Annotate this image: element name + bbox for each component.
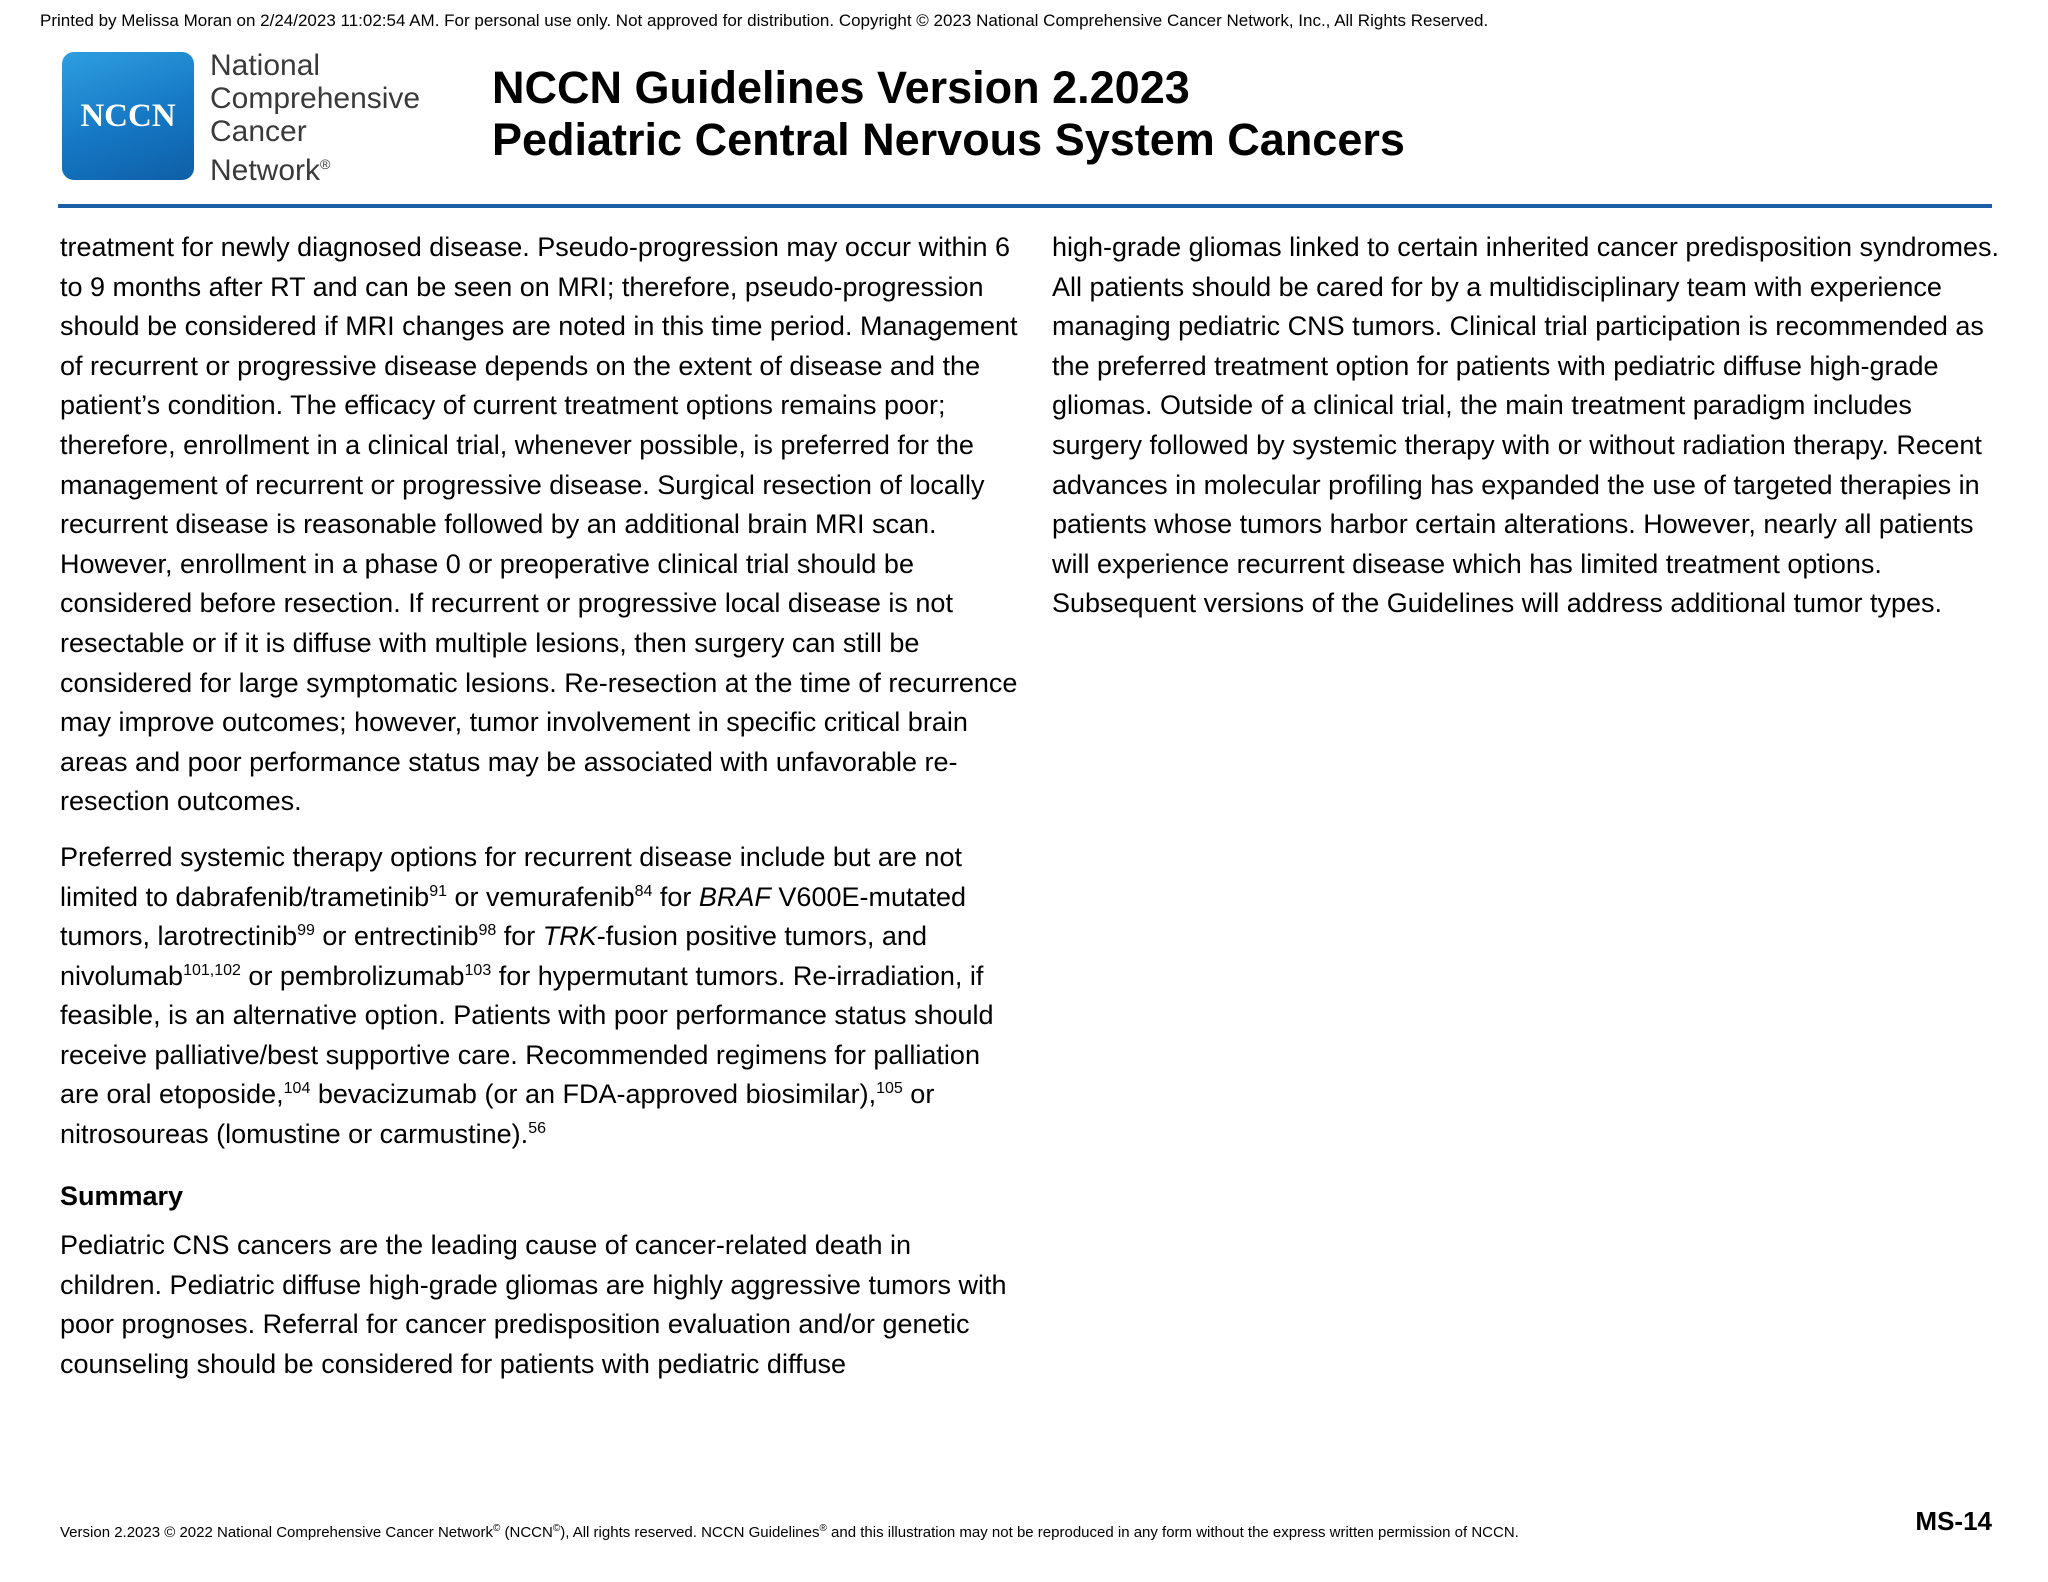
right-column [1052, 228, 2000, 624]
reference: 91 [429, 882, 447, 900]
paragraph-systemic-therapy: Preferred systemic therapy options for recurrent disease include but are not limited to dabrafenib/trametinib$^{91}$ or vemurafenib$^{84}$ for BRAF V600E-mutated tumors, larotrectinib$^{99}$ or entrectinib$^{98}$ for TRK-fusion positive tumors, and nivolumab$^{101,102}$ or pembrolizumab$^{103}$ for hypermutant tumors. Re-irradiation, if feasible, is an alternative option. Patients with poor performance status should receive palliative/best supportive care. Recommended regimens for palliation are oral etoposide,$^{104}$ bevacizumab (or an FDA-approved biosimilar),$^{105}$ or nitrosoureas (lomustine or carmustine).$^{56}$ [60, 841, 994, 1150]
org-name-line-last [210, 148, 420, 187]
reference: 84 [634, 882, 653, 900]
gene-name: TRK [542, 921, 597, 952]
registered-mark: ® [320, 156, 331, 172]
org-name-line: Comprehensive [210, 82, 421, 115]
print-notice: Printed by Melissa Moran on 2/24/2023 11:02:54 AM. For personal use only. Not approved for distribution. Copyright © 2023 National Comprehensive Cancer Network, Inc., All Rights Reserved. [40, 11, 1489, 30]
org-name-line: National [210, 49, 321, 82]
reference: 99 [297, 922, 315, 940]
header-divider [58, 204, 1992, 208]
title-line-1: NCCN Guidelines Version 2.2023 [492, 62, 1190, 113]
reference: 103 [464, 961, 492, 979]
paragraph-summary-continued: high-grade gliomas linked to certain inherited cancer predisposition syndromes. All patients should be cared for by a multidisciplinary team with experience managing pediatric CNS tumors. Clinical trial participation is recommended as the preferred treatment option for patients with pediatric diffuse high-grade gliomas. Outside of a clinical trial, the main treatment paradigm includes surgery followed by systemic therapy with or without radiation therapy. Recent advances in molecular profiling has expanded the use of targeted therapies in patients whose tumors harbor certain alterations. However, nearly all patients will experience recurrent disease which has limited treatment options. Subsequent versions of the Guidelines will address additional tumor types. [1052, 232, 2000, 619]
logo-mark: NCCN [80, 97, 176, 134]
reference: 56 [528, 1120, 546, 1138]
paragraph-recurrence-management: treatment for newly diagnosed disease. Pseudo-progression may occur within 6 to 9 months after RT and can be seen on MRI; therefore, pseudo-progression should be considered if MRI changes are noted in this time period. Management of recurrent or progressive disease depends on the extent of disease and the patient’s condition. The efficacy of current treatment options remains poor; therefore, enrollment in a clinical trial, whenever possible, is preferred for the management of recurrent or progressive disease. Surgical resection of locally recurrent disease is reasonable followed by an additional brain MRI scan. However, enrollment in a phase 0 or preoperative clinical trial should be considered before resection. If recurrent or progressive local disease is not resectable or if it is diffuse with multiple lesions, then surgery can still be considered for large symptomatic lesions. Re-resection at the time of recurrence may improve outcomes; however, tumor involvement in specific critical brain areas and poor performance status may be associated with unfavorable re-resection outcomes. [60, 232, 1018, 817]
paragraph-summary: Pediatric CNS cancers are the leading cause of cancer-related death in children. Pediatric diffuse high-grade gliomas are highly aggressive tumors with poor prognoses. Referral for cancer predisposition evaluation and/or genetic counseling should be considered for patients with pediatric diffuse [60, 1230, 1007, 1380]
nccn-logo [62, 52, 194, 180]
footer-copyright: Version 2.2023 © 2022 National Comprehensive Cancer Network© (NCCN©), All rights reserved. NCCN Guidelines® and this illustration may not be reproduced in any form without the express written permission of NCCN. [60, 1523, 1519, 1541]
reference: 101,102 [183, 961, 241, 979]
left-column [60, 228, 1020, 1385]
organization-name [210, 49, 420, 187]
gene-name: BRAF [698, 881, 771, 912]
org-name-line: Cancer [210, 115, 307, 148]
section-heading-summary: Summary [60, 1180, 184, 1211]
reference: 105 [876, 1080, 903, 1098]
org-name-line: Network [210, 154, 321, 187]
reference: 104 [283, 1080, 311, 1098]
page-title [492, 62, 1405, 166]
reference: 98 [478, 922, 497, 940]
title-line-2: Pediatric Central Nervous System Cancers [492, 114, 1405, 165]
page-number: MS-14 [1915, 1506, 1992, 1536]
